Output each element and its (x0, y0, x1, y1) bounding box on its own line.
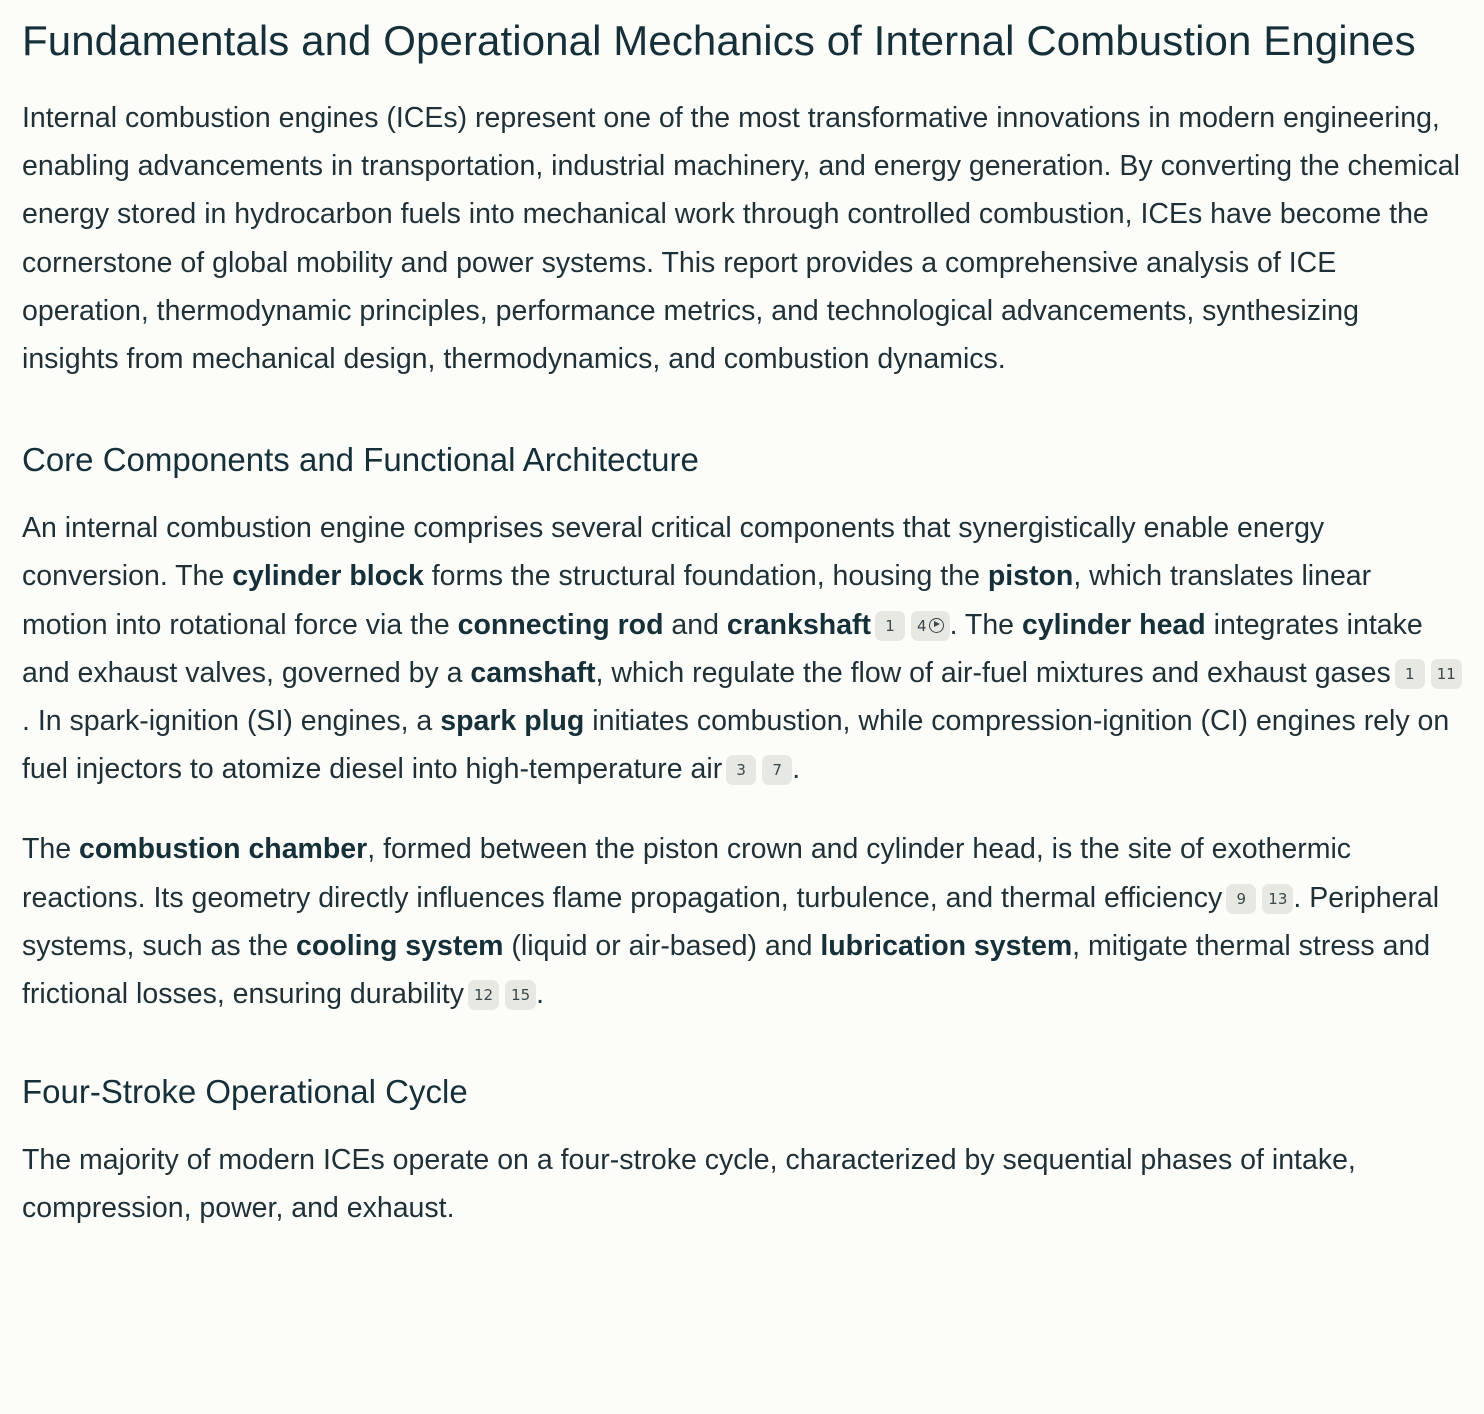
term-cylinder-block: cylinder block (232, 560, 424, 593)
text-run: . The (949, 608, 1022, 641)
text-run: initiates combustion, while compression-ignition (CI) engines rely on fuel injectors to atomize diesel into high-temperature air (22, 705, 1450, 786)
citation-badge[interactable]: 15 (505, 980, 536, 1010)
text-run: , formed between the piston crown and cylinder head, is the site of exothermic reactions. Its geometry directly influences flame propagation, turbulence, and thermal efficiency (22, 833, 1352, 914)
term-connecting-rod: connecting rod (457, 608, 664, 641)
text-run: . (536, 978, 545, 1011)
text-run: An internal combustion engine comprises several critical components that synergistically enable energy conversion. The (22, 512, 1325, 593)
text-run: , which translates linear motion into rotational force via the (22, 560, 1372, 641)
text-run: , which regulate the flow of air-fuel mixtures and exhaust gases (595, 656, 1391, 689)
term-camshaft: camshaft (470, 656, 596, 689)
citation-badge[interactable]: 12 (468, 980, 499, 1010)
citation-badge[interactable]: 1 (875, 611, 905, 641)
play-circle-icon (929, 618, 944, 633)
text-run: . In spark-ignition (SI) engines, a (22, 705, 441, 738)
citation-badge[interactable]: 13 (1262, 884, 1293, 914)
term-crankshaft: crankshaft (726, 608, 872, 641)
citation-number: 4 (917, 616, 927, 635)
term-cooling-system: cooling system (296, 929, 504, 962)
term-cylinder-head: cylinder head (1021, 608, 1206, 641)
section-heading-core-components: Core Components and Functional Architecture (22, 441, 699, 479)
intro-paragraph: Internal combustion engines (ICEs) represent one of the most transformative innovations in modern engineering, enabling advancements in transportation, industrial machinery, and energy generation. By converting the chemical energy stored in hydrocarbon fuels into mechanical work through controlled combustion, ICEs have become the cornerstone of global mobility and power systems. This report provides a comprehensive analysis of ICE operation, thermodynamic principles, performance metrics, and technological advancements, synthesizing insights from mechanical design, thermodynamics, and combustion dynamics. (22, 102, 1460, 376)
term-lubrication-system: lubrication system (820, 929, 1073, 962)
text-run: The (22, 833, 80, 866)
four-stroke-paragraph-1: The majority of modern ICEs operate on a four-stroke cycle, characterized by sequential phases of intake, compression, power, and exhaust. (22, 1144, 1356, 1225)
citation-badge[interactable]: 7 (762, 755, 792, 785)
text-run: and (663, 608, 727, 641)
citation-badge-video[interactable] (911, 611, 950, 641)
section-heading-four-stroke-cycle: Four-Stroke Operational Cycle (22, 1073, 468, 1111)
citation-badge[interactable]: 1 (1395, 659, 1425, 689)
text-run: . Peripheral systems, such as the (22, 881, 1440, 962)
page-title: Fundamentals and Operational Mechanics of Internal Combustion Engines (22, 17, 1416, 64)
text-run: , mitigate thermal stress and frictional losses, ensuring durability (22, 929, 1431, 1011)
text-run: integrates intake and exhaust valves, governed by a (22, 608, 1423, 689)
text-run: . (792, 753, 801, 786)
core-components-paragraph-1 (22, 504, 1462, 793)
term-combustion-chamber: combustion chamber (79, 833, 368, 866)
citation-badge[interactable]: 11 (1431, 659, 1462, 689)
citation-badge[interactable]: 3 (726, 755, 756, 785)
citation-badge[interactable]: 9 (1226, 884, 1256, 914)
core-components-paragraph-2 (22, 825, 1462, 1018)
term-piston: piston (987, 560, 1074, 593)
text-run: (liquid or air-based) and (503, 929, 821, 962)
text-run: forms the structural foundation, housing the (423, 560, 988, 593)
term-spark-plug: spark plug (440, 705, 585, 738)
